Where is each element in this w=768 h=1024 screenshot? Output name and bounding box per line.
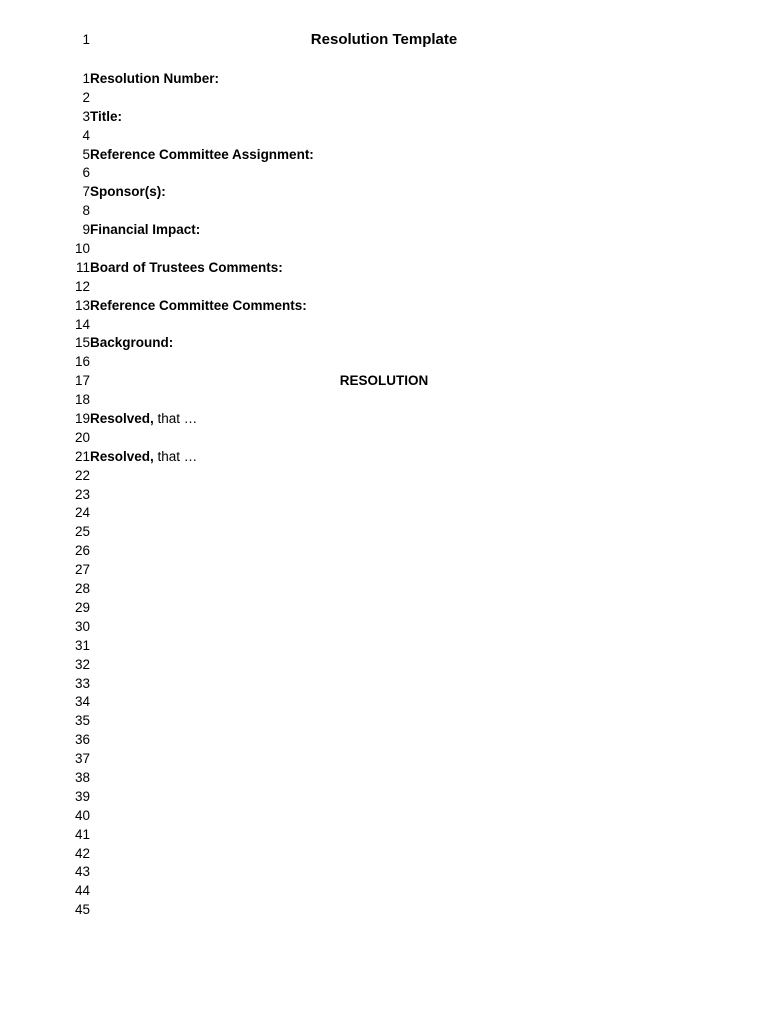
line-content: [90, 259, 283, 278]
document-line: [0, 108, 768, 127]
page-title: Resolution Template: [310, 31, 458, 48]
document-line: [0, 542, 768, 561]
line-number: 33: [74, 675, 90, 691]
field-label: Reference Committee Comments:: [90, 297, 307, 313]
document-line: [0, 410, 768, 429]
document-line: [0, 70, 768, 89]
document-line: [0, 788, 768, 807]
line-number: 24: [74, 505, 90, 521]
document-line: [0, 164, 768, 183]
document-line: [0, 731, 768, 750]
line-content: [90, 108, 122, 127]
document-line: [0, 448, 768, 467]
line-number: 6: [82, 165, 90, 181]
field-text: that …: [153, 448, 198, 464]
document-line: [0, 901, 768, 920]
document-line: [0, 826, 768, 845]
line-number: 39: [74, 788, 90, 804]
document-line: [0, 712, 768, 731]
line-number: 19: [74, 411, 90, 427]
document-line: [0, 240, 768, 259]
line-number: 44: [74, 883, 90, 899]
document-line: [0, 618, 768, 637]
field-label: Title:: [90, 108, 123, 124]
line-number: 18: [74, 392, 90, 408]
line-number: 16: [74, 354, 90, 370]
numbered-lines: [0, 70, 768, 920]
line-content: [90, 70, 219, 89]
document-line: [0, 675, 768, 694]
line-number: 7: [82, 184, 90, 200]
line-number: 11: [75, 259, 90, 275]
document-line: [0, 599, 768, 618]
document-line: [0, 561, 768, 580]
line-number: 3: [82, 108, 90, 124]
line-number: 41: [74, 826, 90, 842]
field-label: Sponsor(s):: [90, 184, 166, 200]
line-number: 21: [74, 448, 90, 464]
line-number: 28: [74, 581, 90, 597]
line-number: 2: [82, 89, 90, 105]
line-number: 12: [74, 278, 90, 294]
line-number: 35: [74, 713, 90, 729]
line-number: 13: [74, 297, 90, 313]
line-content: [90, 410, 197, 429]
document-line: [0, 863, 768, 882]
document-line: [0, 807, 768, 826]
document-line: [0, 202, 768, 221]
document-line: [0, 580, 768, 599]
line-number: 29: [74, 599, 90, 615]
line-number: 32: [74, 656, 90, 672]
line-content: [90, 334, 173, 353]
line-number: 17: [74, 373, 90, 389]
document-line: [0, 127, 768, 146]
document-line: [0, 523, 768, 542]
field-label: Reference Committee Assignment:: [90, 146, 314, 162]
line-number: 15: [74, 335, 90, 351]
line-number: 34: [74, 694, 90, 710]
document-line: [0, 693, 768, 712]
document-line: [0, 750, 768, 769]
line-number: 45: [74, 902, 90, 918]
field-label: Resolved,: [90, 448, 154, 464]
field-label: Board of Trustees Comments:: [90, 259, 283, 275]
document-line: [0, 334, 768, 353]
line-content: [90, 183, 166, 202]
line-number: 42: [74, 845, 90, 861]
line-number: 8: [82, 203, 90, 219]
line-content: [90, 146, 314, 165]
title-row: [0, 29, 768, 51]
document-line: [0, 656, 768, 675]
document-line: [0, 89, 768, 108]
document-line: [0, 429, 768, 448]
line-number: 40: [74, 807, 90, 823]
line-number: 25: [74, 524, 90, 540]
document-line: [0, 372, 768, 391]
line-number: 43: [74, 864, 90, 880]
line-number: 36: [74, 732, 90, 748]
line-number: 26: [74, 543, 90, 559]
field-label: Background:: [90, 335, 174, 351]
field-label: Financial Impact:: [90, 222, 201, 238]
document-line: [0, 221, 768, 240]
document-line: [0, 278, 768, 297]
document-line: [0, 259, 768, 278]
field-label: Resolved,: [90, 411, 154, 427]
line-number: 10: [74, 241, 90, 257]
line-number: 31: [74, 637, 90, 653]
document-line: [0, 467, 768, 486]
line-number: 27: [74, 562, 90, 578]
document-line: [0, 769, 768, 788]
line-number: 9: [82, 222, 90, 238]
document-line: [0, 316, 768, 335]
line-number: 23: [74, 486, 90, 502]
line-number: 20: [74, 429, 90, 445]
line-number: 1: [82, 71, 90, 86]
line-content: [90, 221, 200, 240]
document-line: [0, 637, 768, 656]
line-number: 37: [74, 751, 90, 767]
line-number: 30: [74, 618, 90, 634]
line-content: [90, 297, 307, 316]
line-number: 1: [82, 32, 90, 47]
document-line: [0, 882, 768, 901]
line-number: 5: [82, 146, 90, 162]
line-number: 22: [74, 467, 90, 483]
document-line: [0, 845, 768, 864]
field-label: Resolution Number:: [90, 71, 220, 86]
line-number: 4: [82, 127, 90, 143]
document-line: [0, 353, 768, 372]
line-number: 38: [74, 769, 90, 785]
document-line: [0, 183, 768, 202]
document-line: [0, 486, 768, 505]
document-line: [0, 504, 768, 523]
field-text: that …: [153, 411, 198, 427]
document-line: [0, 391, 768, 410]
document-line: [0, 297, 768, 316]
document-line: [0, 146, 768, 165]
line-number: 14: [74, 316, 90, 332]
section-heading: RESOLUTION: [339, 373, 429, 389]
line-content: [90, 448, 197, 467]
